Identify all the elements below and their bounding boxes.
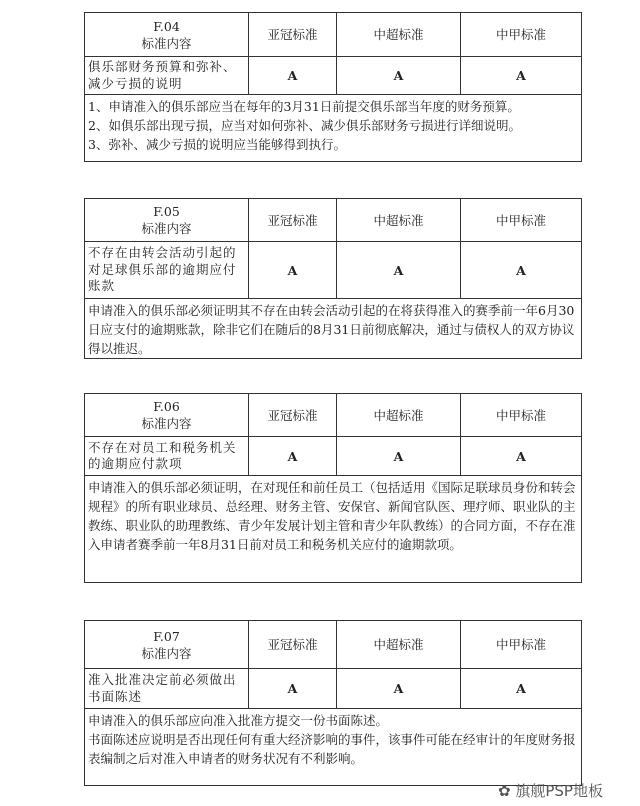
description-line: 3、弥补、减少亏损的说明应当能够得到执行。 [88, 137, 346, 152]
watermark: ✿ 旗舰PSP地板 [498, 782, 603, 800]
standard-code: F.07 [153, 628, 180, 644]
grade-cell: A [337, 669, 461, 709]
standard-table-f05 [84, 198, 582, 359]
column-header: 亚冠标准 [249, 13, 337, 57]
description-cell [85, 709, 582, 786]
description-line: 1、申请准入的俱乐部应当在每年的3月31日前提交俱乐部当年度的财务预算。 [88, 99, 520, 114]
description-line: 书面陈述应说明是否出现任何有重大经济影响的事件，该事件可能在经审计的年度财务报表编制之后对准入申请者的财务状况有不利影响。 [88, 732, 576, 766]
grade-cell: A [337, 57, 461, 95]
description-cell [85, 299, 582, 359]
column-header: 中超标准 [337, 199, 461, 242]
standard-item: 不存在对员工和税务机关的逾期应付款项 [85, 437, 249, 476]
wechat-icon: ✿ [498, 782, 516, 800]
grade-cell: A [461, 57, 582, 95]
standard-table-f06 [84, 393, 582, 583]
column-header: 中超标准 [337, 394, 461, 437]
header-code-cell [85, 394, 249, 437]
standard-item: 不存在由转会活动引起的对足球俱乐部的逾期应付账款 [85, 242, 249, 299]
description-line: 申请准入的俱乐部应向准入批准方提交一份书面陈述。 [88, 713, 389, 728]
description-line: 申请准入的俱乐部必须证明其不存在由转会活动引起的在将获得准入的赛季前一年6月30日应支付的逾期账款，除非它们在随后的8月31日前彻底解决，通过与债权人的双方协议得以推迟。 [88, 303, 575, 356]
column-header: 亚冠标准 [249, 621, 337, 669]
grade-cell: A [337, 242, 461, 299]
description-line: 申请准入的俱乐部必须证明，在对现任和前任员工（包括适用《国际足联球员身份和转会规程》的所有职业球员、总经理、财务主管、安保官、新闻官队医、理疗师、职业队的主教练、职业队的助理教练、青少年发展计划主管和青少年队教练）的合同方面，不存在准入申请者赛季前一年8月31日前对员工和税务机关应付的逾期款项。 [88, 480, 576, 552]
standard-table-f04 [84, 12, 582, 162]
grade-cell: A [249, 57, 337, 95]
description-cell [85, 476, 582, 583]
grade-cell: A [461, 437, 582, 476]
description-cell [85, 95, 582, 162]
grade-cell: A [249, 242, 337, 299]
grade-cell: A [249, 669, 337, 709]
content-label: 标准内容 [141, 416, 192, 431]
header-code-cell [85, 199, 249, 242]
content-label: 标准内容 [141, 221, 192, 236]
content-label: 标准内容 [141, 645, 192, 661]
standard-code: F.04 [153, 18, 180, 34]
grade-cell: A [249, 437, 337, 476]
header-code-cell [85, 621, 249, 669]
standard-item: 俱乐部财务预算和弥补、减少亏损的说明 [85, 57, 249, 95]
column-header: 中甲标准 [461, 621, 582, 669]
column-header: 中甲标准 [461, 13, 582, 57]
column-header: 亚冠标准 [249, 394, 337, 437]
grade-cell: A [461, 242, 582, 299]
column-header: 亚冠标准 [249, 199, 337, 242]
standard-code: F.05 [153, 204, 180, 219]
standard-code: F.06 [153, 399, 180, 414]
grade-cell: A [461, 669, 582, 709]
content-label: 标准内容 [141, 35, 192, 51]
column-header: 中甲标准 [461, 394, 582, 437]
column-header: 中甲标准 [461, 199, 582, 242]
column-header: 中超标准 [337, 621, 461, 669]
header-code-cell [85, 13, 249, 57]
description-line: 2、如俱乐部出现亏损，应当对如何弥补、减少俱乐部财务亏损进行详细说明。 [88, 118, 521, 133]
grade-cell: A [337, 437, 461, 476]
column-header: 中超标准 [337, 13, 461, 57]
standard-table-f07 [84, 620, 582, 786]
standard-item: 准入批准决定前必须做出书面陈述 [85, 669, 249, 709]
